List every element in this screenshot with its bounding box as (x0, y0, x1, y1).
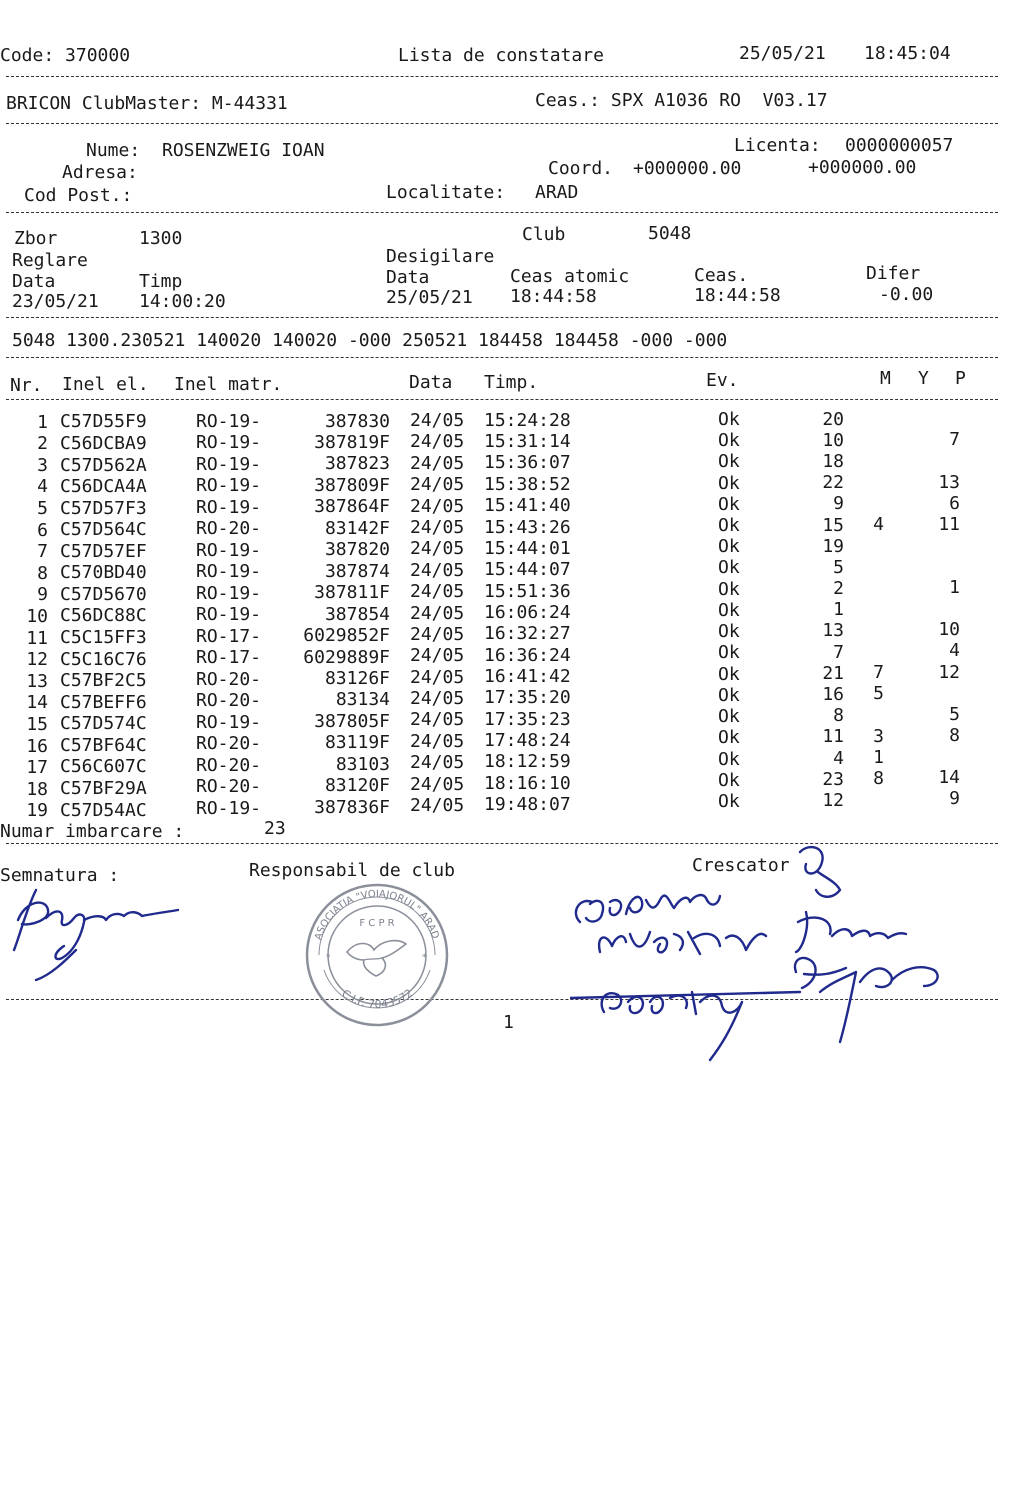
cell-time: 16:36:24 (484, 644, 571, 666)
unseal-label: Desigilare (386, 246, 495, 267)
cell-time: 15:51:36 (484, 580, 571, 602)
col-event: Ev. (706, 370, 739, 391)
clock-model: Ceas.: SPX A1036 RO V03.17 (535, 90, 828, 111)
flight-label: Zbor (14, 228, 58, 249)
cell-time: 18:12:59 (484, 751, 571, 773)
cell-electronic-ring: C57D564C (60, 519, 147, 541)
cell-ring-prefix: RO-17- (196, 625, 262, 647)
set-time: 14:00:20 (139, 291, 226, 312)
cell-event: Ok (718, 642, 740, 664)
cell-date: 24/05 (410, 559, 465, 581)
cell-date: 24/05 (410, 602, 465, 624)
cell-p: 11 (938, 513, 960, 535)
cell-ring-number: 83142F (324, 517, 390, 539)
cell-electronic-ring: C56DC88C (60, 605, 147, 627)
cell-date: 24/05 (410, 495, 465, 517)
encoded-summary-line: 5048 1300.230521 140020 140020 -000 250521 184458 184458 -000 -000 (12, 330, 728, 351)
cell-nr: 13 (26, 670, 48, 692)
signature-breeders (570, 842, 950, 1062)
cell-time: 17:35:23 (484, 708, 571, 730)
cell-ring-prefix: RO-19- (196, 797, 262, 819)
separator (6, 399, 998, 400)
cell-time: 15:36:07 (484, 452, 571, 474)
difference-label: Difer (866, 263, 921, 284)
cell-position: 22 (822, 472, 844, 494)
cell-position: 4 (833, 747, 844, 769)
cell-date: 24/05 (410, 431, 465, 453)
cell-p: 10 (938, 619, 960, 641)
cell-ring-prefix: RO-19- (196, 475, 262, 497)
atomic-time: 18:44:58 (510, 286, 597, 307)
cell-electronic-ring: C56C607C (60, 756, 147, 778)
cell-event: Ok (718, 557, 740, 579)
print-time: 18:45:04 (864, 43, 951, 64)
document-title: Lista de constatare (398, 45, 604, 66)
cell-date: 24/05 (410, 581, 465, 603)
basketed-label: Numar imbarcare : (0, 821, 185, 842)
owner-name: ROSENZWEIG IOAN (162, 140, 325, 161)
cell-m: 8 (873, 767, 884, 789)
cell-ring-prefix: RO-19- (196, 432, 262, 454)
clock-time-label: Ceas. (694, 265, 749, 286)
cell-nr: 7 (37, 541, 48, 563)
cell-ring-prefix: RO-19- (196, 561, 262, 583)
cell-date: 24/05 (410, 666, 465, 688)
cell-event: Ok (718, 493, 740, 515)
cell-nr: 1 (37, 411, 48, 433)
cell-event: Ok (718, 472, 740, 494)
col-ring-number: Inel matr. (174, 374, 283, 395)
print-date: 25/05/21 (739, 43, 826, 64)
cell-position: 13 (822, 620, 844, 642)
cell-electronic-ring: C5C16C76 (60, 648, 147, 670)
separator (6, 357, 998, 358)
cell-position: 19 (822, 535, 844, 557)
cell-event: Ok (718, 790, 740, 812)
basketed-count: 23 (264, 818, 286, 839)
cell-ring-number: 6029889F (303, 646, 390, 668)
cell-nr: 11 (26, 627, 48, 649)
unseal-date: 25/05/21 (386, 287, 473, 308)
col-nr: Nr. (10, 375, 43, 396)
cell-date: 24/05 (410, 752, 465, 774)
flight-number: 1300 (139, 228, 183, 249)
cell-date: 24/05 (410, 410, 465, 432)
cell-ring-prefix: RO-19- (196, 453, 262, 475)
cell-ring-prefix: RO-19- (196, 496, 262, 518)
setting-label: Reglare (12, 250, 88, 271)
cell-ring-number: 387820 (324, 539, 390, 561)
cell-m: 5 (873, 683, 884, 705)
time-difference: -0.00 (879, 284, 934, 305)
cell-event: Ok (718, 727, 740, 749)
cell-electronic-ring: C56DCA4A (60, 476, 147, 498)
cell-event: Ok (718, 706, 740, 728)
locality-value: ARAD (535, 182, 579, 203)
signature-member (6, 880, 206, 990)
cell-ring-number: 83126F (324, 668, 390, 689)
cell-position: 8 (833, 705, 844, 727)
cell-electronic-ring: C57D54AC (60, 799, 147, 821)
separator (6, 76, 998, 77)
cell-position: 2 (833, 578, 844, 600)
cell-ring-prefix: RO-20- (196, 754, 262, 776)
club-label: Club (522, 224, 566, 245)
cell-p: 9 (949, 788, 960, 810)
cell-electronic-ring: C57D5670 (60, 583, 147, 605)
cell-nr: 14 (26, 692, 48, 714)
cell-time: 16:32:27 (484, 623, 571, 645)
cell-ring-prefix: RO-20- (196, 776, 262, 798)
cell-event: Ok (718, 451, 740, 473)
cell-ring-number: 387811F (314, 582, 390, 604)
cell-nr: 5 (37, 498, 48, 519)
address-label: Adresa: (62, 162, 138, 183)
cell-p: 13 (938, 471, 960, 493)
cell-time: 15:44:07 (484, 559, 571, 581)
cell-event: Ok (718, 599, 740, 621)
cell-event: Ok (718, 769, 740, 791)
cell-nr: 15 (26, 714, 48, 735)
cell-position: 1 (833, 599, 844, 621)
cell-electronic-ring: C57BF64C (60, 734, 147, 756)
cell-event: Ok (718, 515, 740, 537)
cell-date: 24/05 (410, 474, 465, 496)
cell-event: Ok (718, 663, 740, 685)
licence-number: 0000000057 (845, 135, 954, 156)
set-time-label: Timp (139, 271, 183, 292)
cell-event: Ok (718, 578, 740, 600)
cell-electronic-ring: C57D57EF (60, 540, 147, 562)
cell-electronic-ring: C57D57F3 (60, 497, 147, 519)
cell-ring-prefix: RO-20- (196, 690, 262, 712)
cell-position: 9 (833, 493, 844, 515)
stamp-text-mid: F C P R (359, 918, 395, 929)
svg-text:*: * (422, 953, 427, 963)
cell-p: 12 (938, 661, 960, 683)
cell-date: 24/05 (410, 688, 465, 710)
clock-time: 18:44:58 (694, 285, 781, 306)
cell-m: 4 (873, 514, 884, 536)
cell-time: 15:38:52 (484, 473, 571, 495)
cell-ring-number: 6029852F (303, 625, 390, 647)
cell-time: 15:41:40 (484, 495, 571, 517)
cell-nr: 4 (37, 476, 48, 498)
breeder-label: Crescator (692, 855, 790, 876)
cell-time: 19:48:07 (484, 794, 571, 816)
cell-date: 24/05 (410, 538, 465, 560)
cell-ring-number: 387823 (324, 453, 390, 475)
cell-nr: 16 (26, 735, 48, 757)
cell-date: 24/05 (410, 773, 465, 795)
licence-label: Licenta: (734, 135, 821, 156)
cell-event: Ok (718, 430, 740, 452)
cell-time: 15:31:14 (484, 431, 571, 453)
col-electronic-ring: Inel el. (62, 374, 149, 395)
cell-electronic-ring: C5C15FF3 (60, 627, 147, 649)
cell-electronic-ring: C57D55F9 (60, 411, 147, 433)
cell-event: Ok (718, 536, 740, 558)
cell-time: 15:24:28 (484, 409, 571, 431)
cell-position: 7 (833, 641, 844, 663)
club-responsible-label: Responsabil de club (249, 860, 455, 881)
cell-date: 24/05 (410, 452, 465, 474)
cell-electronic-ring: C57D574C (60, 713, 147, 735)
cell-electronic-ring: C56DCBA9 (60, 432, 147, 454)
cell-ring-prefix: RO-19- (196, 604, 262, 626)
cell-ring-prefix: RO-19- (196, 410, 262, 432)
unseal-date-label: Data (386, 267, 430, 288)
cell-date: 24/05 (410, 516, 465, 538)
cell-ring-number: 387819F (314, 432, 390, 453)
cell-ring-number: 387830 (324, 410, 390, 432)
cell-nr: 3 (37, 454, 48, 476)
cell-position: 20 (822, 408, 844, 430)
cell-p: 1 (949, 577, 960, 599)
cell-time: 15:43:26 (484, 516, 571, 538)
cell-ring-number: 83119F (324, 732, 390, 754)
cell-ring-prefix: RO-20- (196, 518, 262, 540)
locality-label: Localitate: (386, 182, 506, 203)
cell-nr: 18 (26, 778, 48, 800)
cell-electronic-ring: C57D562A (60, 454, 147, 476)
set-date-label: Data (12, 271, 56, 292)
coord-label: Coord. (548, 158, 614, 179)
col-m: M (880, 368, 891, 389)
page-number: 1 (503, 1012, 514, 1033)
code-label: Code: 370000 (0, 45, 131, 66)
atomic-clock-label: Ceas atomic (510, 266, 630, 287)
cell-ring-prefix: RO-19- (196, 582, 262, 604)
cell-position: 21 (822, 662, 844, 684)
cell-position: 11 (822, 726, 844, 748)
cell-date: 24/05 (410, 645, 465, 667)
cell-date: 24/05 (410, 709, 465, 731)
cell-event: Ok (718, 621, 740, 643)
cell-electronic-ring: C57BF2C5 (60, 670, 147, 692)
cell-electronic-ring: C57BEFF6 (60, 691, 147, 713)
cell-ring-number: 83120F (324, 775, 390, 797)
cell-position: 23 (822, 768, 844, 790)
postcode-label: Cod Post.: (24, 185, 133, 206)
cell-nr: 12 (26, 649, 48, 671)
cell-p: 5 (949, 703, 960, 725)
cell-time: 16:06:24 (484, 601, 571, 623)
cell-ring-number: 387874 (324, 560, 390, 582)
name-label: Nume: (86, 140, 141, 161)
cell-nr: 2 (37, 433, 48, 455)
cell-m: 3 (873, 725, 884, 747)
separator (6, 212, 998, 213)
cell-p: 6 (949, 492, 960, 514)
cell-position: 10 (822, 429, 844, 451)
separator (6, 317, 998, 318)
stamp-text-top: ASOCIATIA "VOIAJORUL" ARAD (313, 888, 441, 942)
cell-ring-prefix: RO-20- (196, 668, 262, 690)
cell-ring-prefix: RO-19- (196, 711, 262, 733)
cell-position: 16 (822, 683, 844, 705)
cell-electronic-ring: C57BF29A (60, 778, 147, 800)
cell-event: Ok (718, 684, 740, 706)
cell-ring-prefix: RO-17- (196, 647, 262, 669)
cell-m: 1 (873, 746, 884, 768)
club-stamp (302, 880, 452, 1030)
cell-p: 4 (949, 640, 960, 662)
cell-ring-number: 83134 (335, 689, 390, 711)
svg-text:*: * (326, 953, 331, 963)
cell-ring-prefix: RO-20- (196, 733, 262, 755)
signature-label: Semnatura : (0, 865, 120, 886)
cell-ring-number: 387854 (324, 603, 390, 625)
software-version: BRICON ClubMaster: M-44331 (6, 93, 288, 114)
cell-nr: 9 (37, 584, 48, 606)
cell-time: 17:35:20 (484, 687, 571, 709)
cell-nr: 17 (26, 757, 48, 779)
cell-date: 24/05 (410, 795, 465, 817)
cell-ring-prefix: RO-19- (196, 539, 262, 561)
cell-date: 24/05 (410, 730, 465, 752)
cell-ring-number: 387836F (314, 796, 390, 818)
cell-time: 16:41:42 (484, 665, 571, 687)
cell-position: 18 (822, 450, 844, 472)
cell-time: 17:48:24 (484, 730, 571, 751)
cell-p: 14 (938, 767, 960, 789)
cell-ring-number: 387864F (314, 496, 390, 518)
cell-ring-number: 387805F (314, 710, 390, 732)
col-date: Data (409, 372, 453, 393)
col-y: Y (918, 368, 929, 389)
cell-ring-number: 387809F (314, 474, 390, 496)
coord-x: +000000.00 (633, 158, 742, 179)
cell-ring-number: 83103 (335, 753, 390, 775)
cell-m: 7 (873, 662, 884, 684)
cell-position: 15 (822, 514, 844, 536)
col-time: Timp. (484, 372, 539, 393)
cell-nr: 10 (26, 606, 48, 627)
cell-electronic-ring: C570BD40 (60, 562, 147, 584)
cell-position: 5 (833, 556, 844, 578)
cell-p: 8 (949, 724, 960, 746)
cell-event: Ok (718, 408, 740, 430)
cell-date: 24/05 (410, 623, 465, 645)
col-p: P (955, 368, 966, 389)
cell-p: 7 (949, 429, 960, 451)
separator (6, 123, 998, 124)
coord-y: +000000.00 (808, 157, 917, 178)
cell-nr: 6 (37, 519, 48, 541)
club-number: 5048 (648, 223, 692, 244)
set-date: 23/05/21 (12, 291, 99, 312)
cell-time: 15:44:01 (484, 537, 571, 559)
cell-time: 18:16:10 (484, 772, 571, 794)
cell-nr: 19 (26, 800, 48, 822)
stamp-text-bottom: C.I.F. 7043572 (339, 986, 416, 1011)
cell-nr: 8 (37, 562, 48, 584)
cell-position: 12 (822, 789, 844, 811)
cell-event: Ok (718, 748, 740, 770)
